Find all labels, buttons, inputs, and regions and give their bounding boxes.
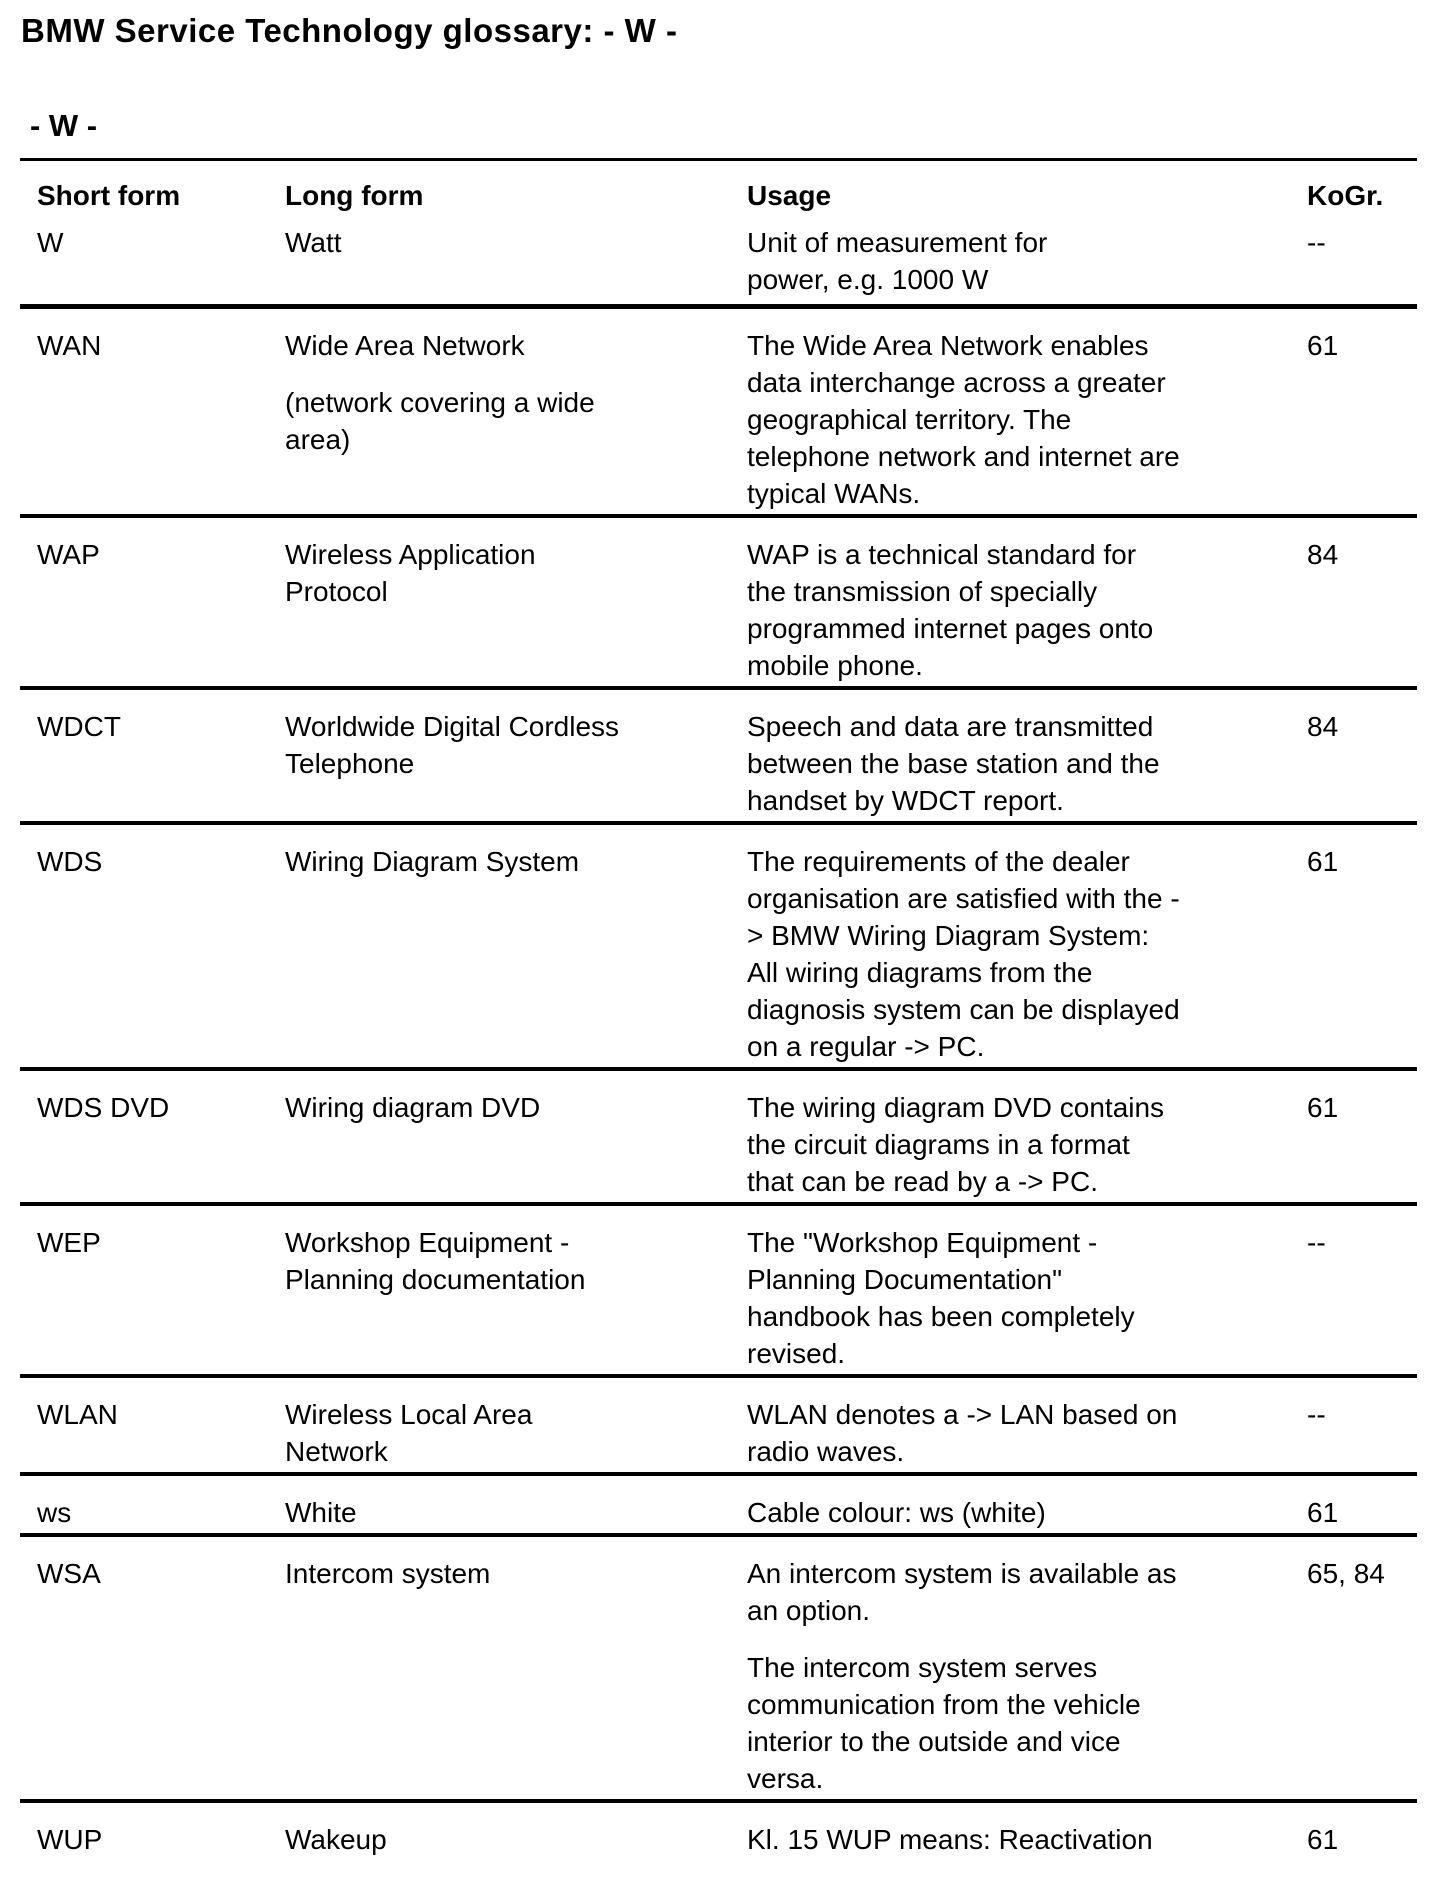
short-form-cell: WAP — [37, 539, 100, 570]
page-title: BMW Service Technology glossary: - W - — [21, 12, 678, 49]
long-form-cell: Wireless Application Protocol — [285, 539, 536, 607]
usage-text: An intercom system is available as an option. — [747, 1558, 1177, 1626]
column-header-short-form: Short form — [37, 180, 181, 211]
table-row — [20, 1533, 1417, 1799]
usage-cell: Speech and data are transmitted between the base station and the handset by WDCT report. — [747, 711, 1160, 816]
short-form-cell: WDCT — [37, 711, 121, 742]
usage-cell: Cable colour: ws (white) — [747, 1497, 1046, 1528]
long-form-cell: Worldwide Digital Cordless Telephone — [285, 711, 620, 779]
long-form-cell: Workshop Equipment - Planning documentation — [285, 1227, 586, 1295]
table-row — [20, 224, 1417, 304]
kogr-cell: 84 — [1307, 711, 1339, 742]
column-header-kogr: KoGr. — [1307, 180, 1384, 211]
column-header-long-form: Long form — [285, 180, 424, 211]
kogr-cell: 61 — [1307, 846, 1339, 877]
table-header-row — [20, 161, 1417, 224]
kogr-cell: 61 — [1307, 1092, 1339, 1123]
long-form-cell: Wireless Local Area Network — [285, 1399, 533, 1467]
long-form-cell: Wakeup — [285, 1824, 387, 1855]
table-row — [20, 686, 1417, 821]
table-row — [20, 1202, 1417, 1374]
short-form-cell: WAN — [37, 330, 102, 361]
long-form-text-2: (network covering a wide area) — [285, 387, 595, 455]
kogr-cell: -- — [1307, 227, 1326, 258]
kogr-cell: 61 — [1307, 330, 1339, 361]
long-form-text: Wide Area Network — [285, 330, 525, 361]
short-form-cell: WEP — [37, 1227, 101, 1258]
usage-text-2: The intercom system serves communication from the vehicle interior to the outside and vice versa. — [747, 1652, 1141, 1794]
table-row — [20, 821, 1417, 1067]
table-row — [20, 1799, 1417, 1860]
table-row — [20, 1067, 1417, 1202]
kogr-cell: -- — [1307, 1227, 1326, 1258]
short-form-cell: W — [37, 227, 64, 258]
long-form-cell: Watt — [285, 227, 342, 258]
column-header-usage: Usage — [747, 180, 832, 211]
usage-cell — [747, 1555, 1307, 1797]
long-form-cell: Wiring Diagram System — [285, 846, 580, 877]
table-row — [20, 1374, 1417, 1472]
table-row — [20, 304, 1417, 514]
short-form-cell: WUP — [37, 1824, 103, 1855]
long-form-cell: Intercom system — [285, 1558, 491, 1589]
usage-cell: Kl. 15 WUP means: Reactivation — [747, 1824, 1153, 1855]
kogr-cell: 61 — [1307, 1824, 1339, 1855]
usage-cell: Unit of measurement for power, e.g. 1000 W — [747, 227, 1048, 295]
usage-cell: WLAN denotes a -> LAN based on radio waves. — [747, 1399, 1178, 1467]
section-heading-w: - W - — [30, 108, 98, 143]
long-form-cell: White — [285, 1497, 357, 1528]
usage-cell: The Wide Area Network enables data interchange across a greater geographical territory. The telephone network and internet are typical WANs. — [747, 330, 1180, 509]
long-form-cell: Wiring diagram DVD — [285, 1092, 541, 1123]
table-row — [20, 1472, 1417, 1533]
usage-cell: The "Workshop Equipment - Planning Documentation" handbook has been completely revised. — [747, 1227, 1135, 1369]
kogr-cell: 65, 84 — [1307, 1558, 1385, 1589]
short-form-cell: WDS — [37, 846, 103, 877]
table-row — [20, 514, 1417, 686]
usage-cell: The wiring diagram DVD contains the circuit diagrams in a format that can be read by a -> PC. — [747, 1092, 1165, 1197]
short-form-cell: WLAN — [37, 1399, 118, 1430]
kogr-cell: 61 — [1307, 1497, 1339, 1528]
short-form-cell: WSA — [37, 1558, 101, 1589]
long-form-cell — [285, 327, 747, 512]
short-form-cell: ws — [37, 1497, 72, 1528]
short-form-cell: WDS DVD — [37, 1092, 170, 1123]
usage-cell: WAP is a technical standard for the transmission of specially programmed internet pages onto mobile phone. — [747, 539, 1154, 681]
glossary-table — [20, 158, 1417, 1860]
kogr-cell: 84 — [1307, 539, 1339, 570]
kogr-cell: -- — [1307, 1399, 1326, 1430]
usage-cell: The requirements of the dealer organisation are satisfied with the - > BMW Wiring Diagram System: All wiring diagrams from the diagnosis system can be displayed on a regular -> PC. — [747, 846, 1180, 1062]
